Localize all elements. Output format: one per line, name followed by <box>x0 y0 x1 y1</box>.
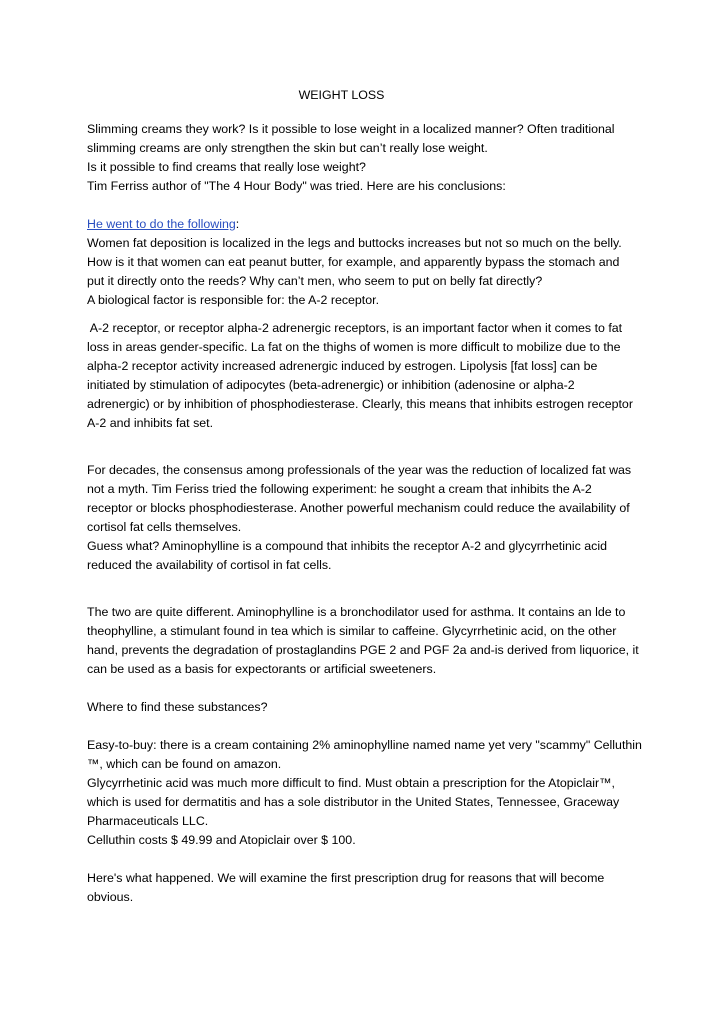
text-line: Tim Ferriss author of "The 4 Hour Body" was tried. Here are his conclusions: <box>87 179 506 193</box>
paragraph-spacer <box>87 594 647 603</box>
text-line: Pharmaceuticals LLC. <box>87 814 209 828</box>
text-line: A-2 receptor, or receptor alpha-2 adrenergic receptors, is an important factor when it comes to fat <box>87 321 623 335</box>
text-line: can be used as a basis for expectorants or artificial sweeteners. <box>87 662 437 676</box>
document-title: WEIGHT LOSS <box>298 88 385 102</box>
text-line: receptor or blocks phosphodiesterase. Another powerful mechanism could reduce the availability of <box>87 501 630 515</box>
paragraph-substances <box>87 603 647 679</box>
text-line: not a myth. Tim Feriss tried the following experiment: he sought a cream that inhibits the A-2 <box>87 482 592 496</box>
text-line: Slimming creams they work? Is it possible to lose weight in a localized manner? Often traditional <box>87 122 615 136</box>
link-line <box>87 215 647 234</box>
paragraph-spacer <box>87 717 647 736</box>
text-line: Is it possible to find creams that really lose weight? <box>87 160 366 174</box>
text-line: How is it that women can eat peanut butter, for example, and apparently bypass the stomach and <box>87 255 620 269</box>
link-suffix: : <box>235 217 240 231</box>
paragraph-spacer <box>87 679 647 698</box>
text-line: Women fat deposition is localized in the legs and buttocks increases but not so much on the belly. <box>87 236 622 250</box>
paragraph-spacer <box>87 310 647 319</box>
text-line: loss in areas gender-specific. La fat on the thighs of women is more difficult to mobilize due to the <box>87 340 621 354</box>
text-line: Easy-to-buy: there is a cream containing 2% aminophylline named name yet very "scammy" Celluthin <box>87 738 642 752</box>
text-line: Here's what happened. We will examine the first prescription drug for reasons that will become <box>87 871 605 885</box>
paragraph-spacer <box>87 452 647 461</box>
text-line: theophylline, a stimulant found in tea which is similar to caffeine. Glycyrrhetinic acid, on the other <box>87 624 617 638</box>
text-line: The two are quite different. Aminophylline is a bronchodilator used for asthma. It contains an lde to <box>87 605 626 619</box>
following-link[interactable]: He went to do the following <box>87 217 236 231</box>
paragraph-spacer <box>87 850 647 869</box>
paragraph-purchase <box>87 736 647 850</box>
text-line: hand, prevents the degradation of prostaglandins PGE 2 and PGF 2a and-is derived from liquorice, it <box>87 643 639 657</box>
paragraph-spacer <box>87 433 647 452</box>
paragraph-experiment <box>87 461 647 575</box>
text-line: initiated by stimulation of adipocytes (beta-adrenergic) or inhibition (adenosine or alpha-2 <box>87 378 575 392</box>
text-line: obvious. <box>87 890 134 904</box>
text-line: Glycyrrhetinic acid was much more difficult to find. Must obtain a prescription for the Atopiclair™, <box>87 776 615 790</box>
text-line: For decades, the consensus among professionals of the year was the reduction of localized fat was <box>87 463 632 477</box>
paragraph-what-happened <box>87 869 647 907</box>
text-line: Where to find these substances? <box>87 700 268 714</box>
text-line: put it directly onto the reeds? Why can’t men, who seem to put on belly fat directly? <box>87 274 543 288</box>
text-line: ™, which can be found on amazon. <box>87 757 282 771</box>
text-line: A biological factor is responsible for: the A-2 receptor. <box>87 293 380 307</box>
text-line: adrenergic) or by inhibition of phosphodiesterase. Clearly, this means that inhibits estrogen receptor <box>87 397 633 411</box>
paragraph-intro <box>87 120 647 196</box>
text-line: slimming creams are only strengthen the skin but can’t really lose weight. <box>87 141 488 155</box>
paragraph-a2-receptor <box>87 319 647 433</box>
text-line: Celluthin costs $ 49.99 and Atopiclair over $ 100. <box>87 833 356 847</box>
text-line: A-2 and inhibits fat set. <box>87 416 214 430</box>
document-body <box>87 120 647 907</box>
paragraph-where-to-find <box>87 698 647 717</box>
text-line: alpha-2 receptor activity increased adrenergic induced by estrogen. Lipolysis [fat loss] can be <box>87 359 598 373</box>
text-line: Guess what? Aminophylline is a compound that inhibits the receptor A-2 and glycyrrhetinic acid <box>87 539 608 553</box>
text-line: which is used for dermatitis and has a sole distributor in the United States, Tennessee, Graceway <box>87 795 620 809</box>
text-line: cortisol fat cells themselves. <box>87 520 242 534</box>
paragraph-spacer <box>87 575 647 594</box>
paragraph-women-fat <box>87 215 647 310</box>
paragraph-spacer <box>87 196 647 215</box>
text-line: reduced the availability of cortisol in fat cells. <box>87 558 332 572</box>
